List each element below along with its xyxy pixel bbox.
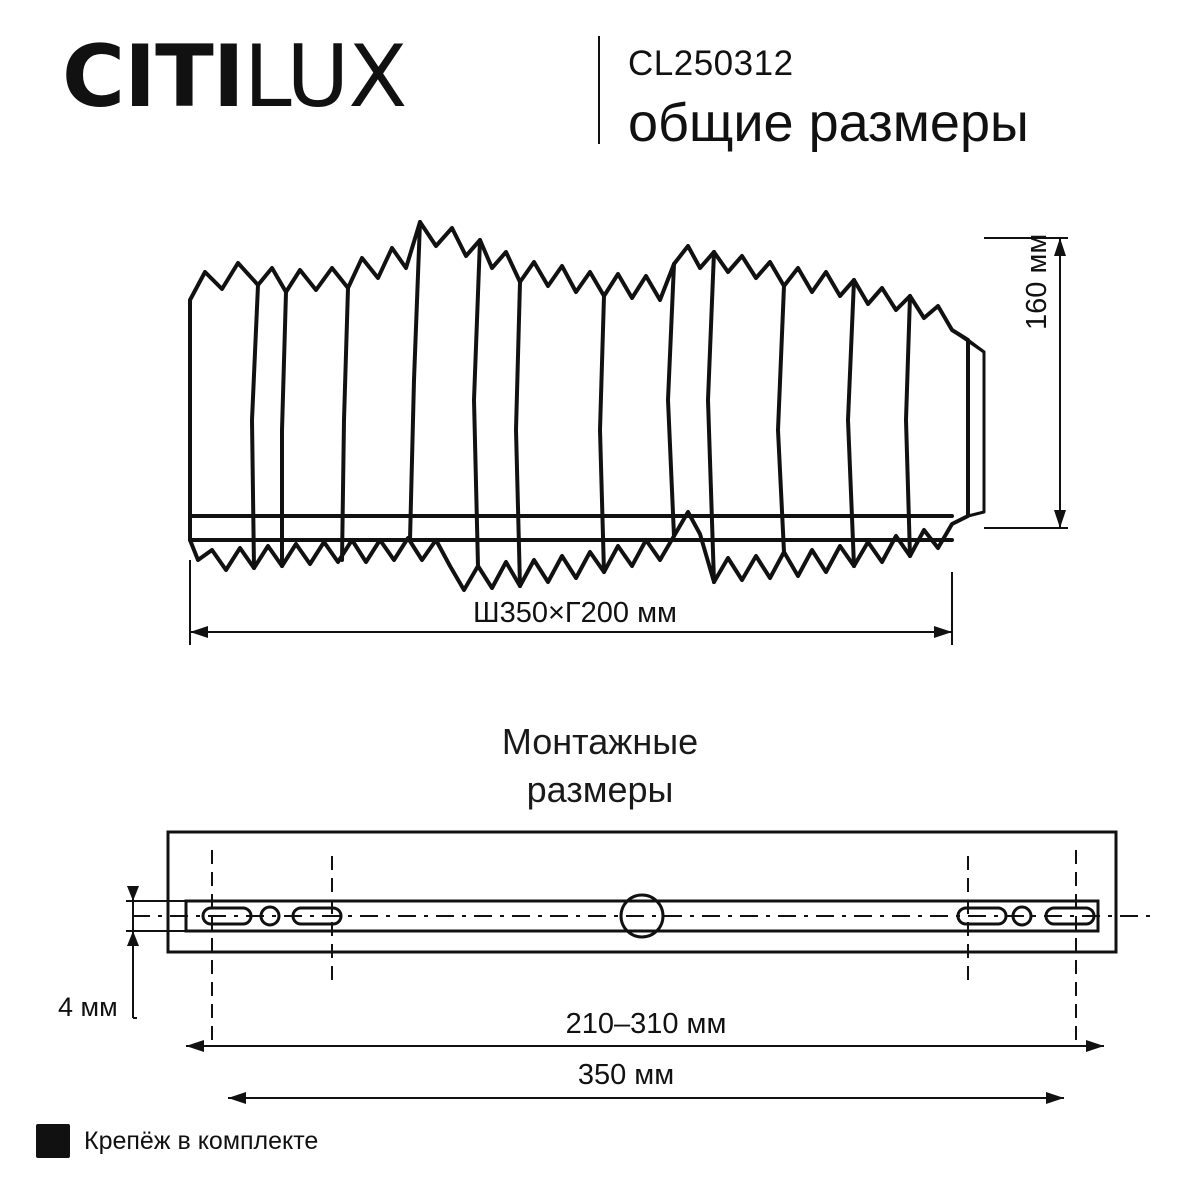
brand-logo xyxy=(62,27,407,127)
dimension-total-width xyxy=(228,1092,1064,1104)
mounting-bracket-view xyxy=(168,832,1116,952)
header-divider xyxy=(598,36,600,144)
label-mounting-range: 210–310 мм xyxy=(565,1008,727,1040)
footer-label: Крепёж в комплекте xyxy=(84,1126,319,1155)
page-title: общие размеры xyxy=(628,93,1029,153)
article-code: CL250312 xyxy=(628,44,794,83)
product-front-view xyxy=(190,222,984,590)
header xyxy=(0,0,1200,175)
dimension-thickness-4 xyxy=(126,886,186,1018)
footer xyxy=(36,1124,318,1158)
dimension-mounting-range xyxy=(186,1040,1104,1052)
label-height-160: 160 мм xyxy=(1021,233,1053,330)
section-title-line2: размеры xyxy=(526,768,674,810)
mounting-kit-icon xyxy=(36,1124,70,1158)
label-width-depth: Ш350×Г200 мм xyxy=(473,597,677,629)
section-title-mounting xyxy=(0,718,1200,813)
label-total-width: 350 мм xyxy=(577,1059,675,1091)
brand-logo-lux: LUX xyxy=(243,27,407,127)
section-title-line1: Монтажные xyxy=(501,721,699,762)
label-thickness-4: 4 мм xyxy=(58,992,118,1022)
brand-logo-citi: CITI xyxy=(62,27,244,127)
